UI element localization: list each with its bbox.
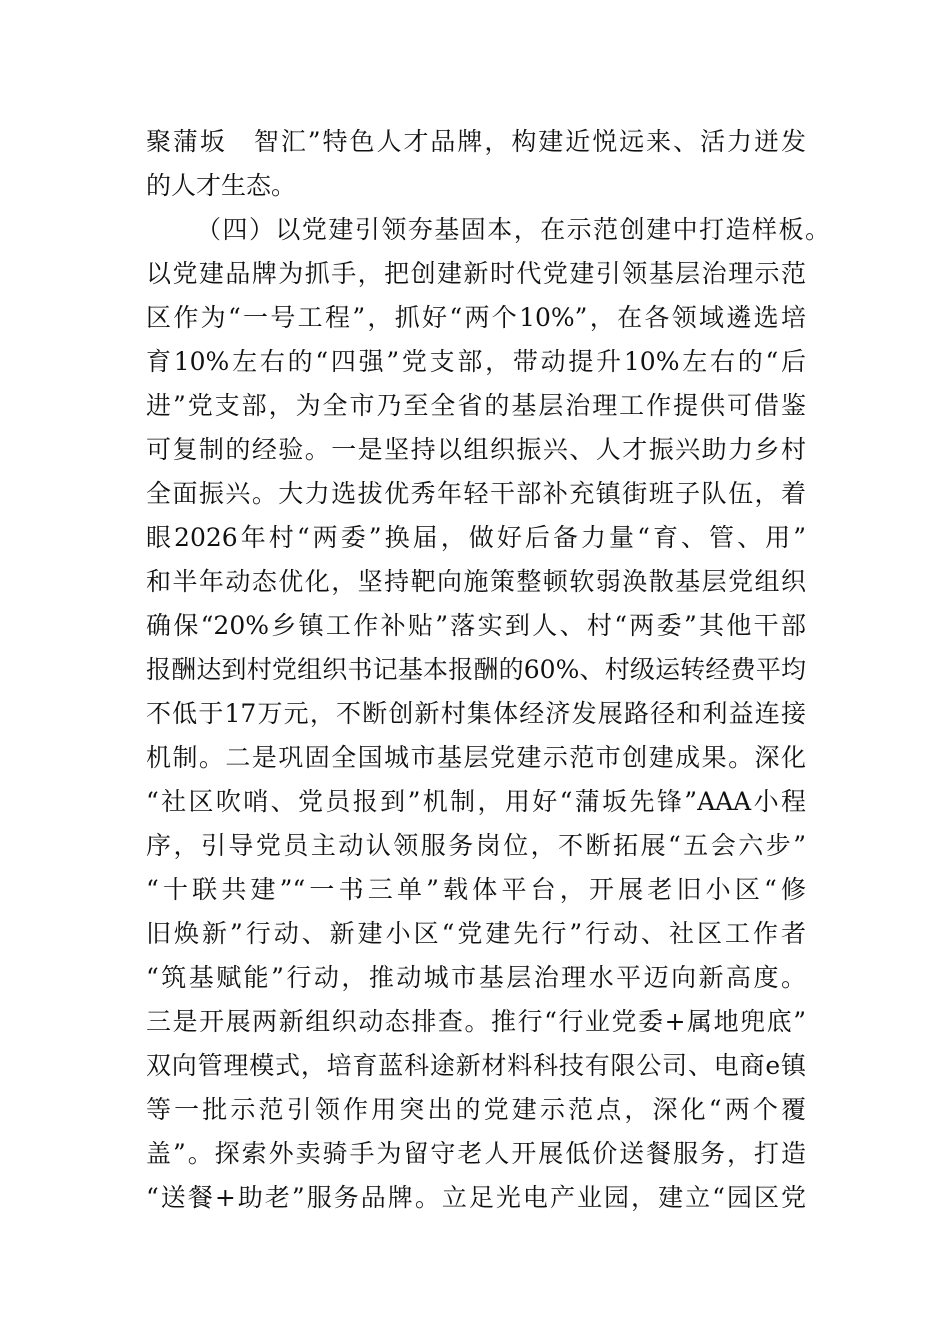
text-line-24: 盖”。探索外卖骑手为留守老人开展低价送餐服务，打造 (146, 1139, 806, 1168)
text-line-1: 聚蒲坂 智汇”特色人才品牌，构建近悦远来、活力迸发 (146, 127, 806, 156)
text-line-16: “社区吹哨、党员报到”机制，用好“蒲坂先锋”AAA小程 (146, 787, 806, 816)
text-line-6: 育10%左右的“四强”党支部，带动提升10%左右的“后 (146, 347, 806, 376)
text-line-15: 机制。二是巩固全国城市基层党建示范市创建成果。深化 (146, 743, 806, 772)
text-line-21: 三是开展两新组织动态排查。推行“行业党委+属地兜底” (146, 1007, 806, 1036)
text-line-7: 进”党支部，为全市乃至全省的基层治理工作提供可借鉴 (146, 391, 806, 420)
text-line-9: 全面振兴。大力选拔优秀年轻干部补充镇街班子队伍，着 (146, 479, 806, 508)
text-line-12: 确保“20%乡镇工作补贴”落实到人、村“两委”其他干部 (146, 611, 806, 640)
text-line-25: “送餐+助老”服务品牌。立足光电产业园，建立“园区党 (146, 1183, 806, 1212)
text-line-11: 和半年动态优化，坚持靶向施策整顿软弱涣散基层党组织 (146, 567, 806, 596)
text-line-13: 报酬达到村党组织书记基本报酬的60%、村级运转经费平均 (146, 655, 806, 684)
text-line-2: 的人才生态。 (146, 171, 297, 200)
text-line-5: 区作为“一号工程”，抓好“两个10%”，在各领域遴选培 (146, 303, 806, 332)
text-line-4: 以党建品牌为抓手，把创建新时代党建引领基层治理示范 (146, 259, 806, 288)
text-line-10: 眼2026年村“两委”换届，做好后备力量“育、管、用” (146, 523, 806, 552)
section-heading: （四）以党建引领夯基固本，在示范创建中打造样板。 (196, 215, 830, 244)
text-line-14: 不低于17万元，不断创新村集体经济发展路径和利益连接 (146, 699, 806, 728)
text-line-8: 可复制的经验。一是坚持以组织振兴、人才振兴助力乡村 (146, 435, 806, 464)
text-line-22: 双向管理模式，培育蓝科途新材料科技有限公司、电商e镇 (146, 1051, 806, 1080)
text-line-23: 等一批示范引领作用突出的党建示范点，深化“两个覆 (146, 1095, 806, 1124)
text-line-19: 旧焕新”行动、新建小区“党建先行”行动、社区工作者 (146, 919, 806, 948)
text-line-20: “筑基赋能”行动，推动城市基层治理水平迈向新高度。 (146, 963, 806, 992)
text-line-17: 序，引导党员主动认领服务岗位，不断拓展“五会六步” (146, 831, 806, 860)
text-line-18: “十联共建”“一书三单”载体平台，开展老旧小区“修 (146, 875, 806, 904)
